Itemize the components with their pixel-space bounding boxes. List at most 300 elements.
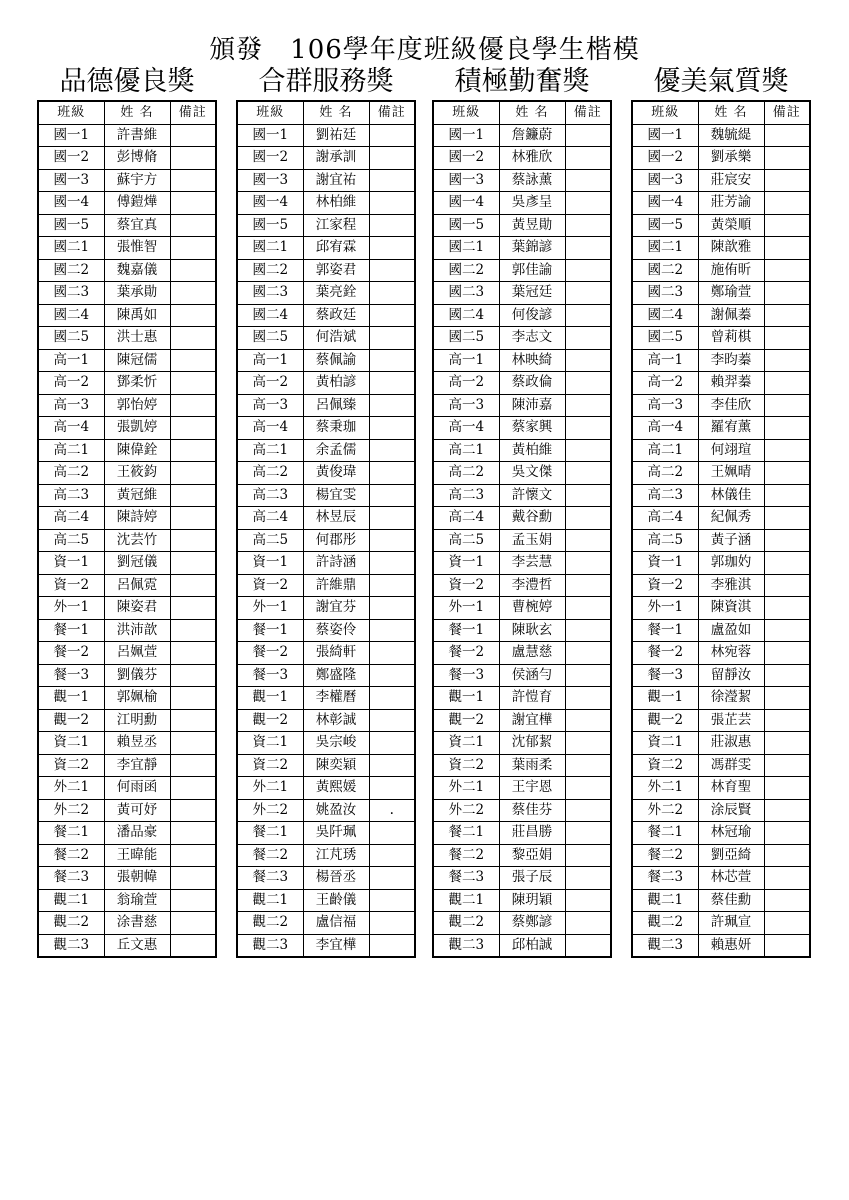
class-cell: 國二1	[237, 237, 303, 260]
class-cell: 外二1	[433, 777, 499, 800]
table-row	[38, 394, 216, 417]
table-row	[38, 169, 216, 192]
table-row	[433, 619, 611, 642]
note-cell	[565, 777, 611, 800]
name-cell: 呂佩霓	[104, 574, 170, 597]
note-cell	[369, 574, 415, 597]
class-cell: 資二1	[632, 732, 698, 755]
class-cell: 餐一3	[237, 664, 303, 687]
name-cell: 黃柏維	[499, 439, 565, 462]
table-row	[632, 597, 810, 620]
note-cell	[170, 867, 216, 890]
table-row	[237, 349, 415, 372]
table-row	[433, 192, 611, 215]
class-cell: 國一3	[237, 169, 303, 192]
note-cell	[764, 169, 810, 192]
class-cell: 國二5	[237, 327, 303, 350]
class-cell: 高二1	[433, 439, 499, 462]
name-cell: 何郡彤	[303, 529, 369, 552]
class-cell: 餐二1	[38, 822, 104, 845]
note-cell	[369, 282, 415, 305]
table-row	[433, 574, 611, 597]
class-cell: 高二5	[38, 529, 104, 552]
class-cell: 資二1	[38, 732, 104, 755]
table-row	[433, 372, 611, 395]
class-cell: 國二5	[632, 327, 698, 350]
class-cell: 觀二3	[237, 934, 303, 957]
name-cell: 陳玥穎	[499, 889, 565, 912]
table-row	[38, 484, 216, 507]
table-row	[237, 394, 415, 417]
class-cell: 資二2	[632, 754, 698, 777]
note-cell	[764, 664, 810, 687]
award-block	[236, 65, 416, 958]
note-cell	[565, 507, 611, 530]
header-note: 備註	[369, 101, 415, 124]
name-cell: 賴昱丞	[104, 732, 170, 755]
table-row	[237, 574, 415, 597]
class-cell: 高二4	[38, 507, 104, 530]
table-row	[632, 214, 810, 237]
header-row	[632, 101, 810, 124]
name-cell: 葉亮銓	[303, 282, 369, 305]
table-row	[433, 934, 611, 957]
class-cell: 高二1	[38, 439, 104, 462]
note-cell	[369, 462, 415, 485]
class-cell: 高二3	[38, 484, 104, 507]
table-row	[237, 754, 415, 777]
table-row	[433, 844, 611, 867]
class-cell: 高一4	[632, 417, 698, 440]
note-cell	[764, 732, 810, 755]
name-cell: 葉雨柔	[499, 754, 565, 777]
table-row	[433, 484, 611, 507]
class-cell: 國二1	[632, 237, 698, 260]
class-cell: 高一1	[237, 349, 303, 372]
name-cell: 潘品豪	[104, 822, 170, 845]
note-cell	[170, 214, 216, 237]
note-cell	[369, 822, 415, 845]
note-cell	[764, 439, 810, 462]
class-cell: 餐一2	[237, 642, 303, 665]
class-cell: 餐二1	[237, 822, 303, 845]
name-cell: 陳詩婷	[104, 507, 170, 530]
note-cell	[764, 484, 810, 507]
name-cell: 謝佩蓁	[698, 304, 764, 327]
class-cell: 高二4	[433, 507, 499, 530]
table-row	[237, 597, 415, 620]
name-cell: 郭怡婷	[104, 394, 170, 417]
name-cell: 姚盈汝	[303, 799, 369, 822]
name-cell: 張綺軒	[303, 642, 369, 665]
note-cell	[764, 349, 810, 372]
class-cell: 高二2	[433, 462, 499, 485]
note-cell	[170, 349, 216, 372]
name-cell: 黃柏諺	[303, 372, 369, 395]
header-name: 姓 名	[104, 101, 170, 124]
note-cell	[369, 777, 415, 800]
table-row	[38, 282, 216, 305]
note-cell	[170, 124, 216, 147]
note-cell	[170, 147, 216, 170]
name-cell: 林昱辰	[303, 507, 369, 530]
class-cell: 國一1	[38, 124, 104, 147]
table-row	[237, 192, 415, 215]
note-cell	[565, 192, 611, 215]
class-cell: 資一2	[237, 574, 303, 597]
name-cell: 楊晉丞	[303, 867, 369, 890]
class-cell: 餐二1	[433, 822, 499, 845]
name-cell: 郭珈妁	[698, 552, 764, 575]
class-cell: 資一1	[632, 552, 698, 575]
class-cell: 觀二1	[632, 889, 698, 912]
note-cell	[369, 259, 415, 282]
table-row	[632, 259, 810, 282]
class-cell: 國二4	[632, 304, 698, 327]
table-row	[632, 574, 810, 597]
note-cell	[369, 484, 415, 507]
note-cell	[764, 214, 810, 237]
note-cell	[565, 417, 611, 440]
name-cell: 彭博脩	[104, 147, 170, 170]
note-cell	[369, 889, 415, 912]
name-cell: 鄭瑜萱	[698, 282, 764, 305]
class-cell: 外二1	[632, 777, 698, 800]
note-cell	[369, 124, 415, 147]
name-cell: 曾莉棋	[698, 327, 764, 350]
class-cell: 高一1	[632, 349, 698, 372]
table-row	[237, 642, 415, 665]
name-cell: 蘇宇方	[104, 169, 170, 192]
table-row	[237, 912, 415, 935]
award-block	[631, 65, 811, 958]
name-cell: 吳彥呈	[499, 192, 565, 215]
name-cell: 蔡佩諭	[303, 349, 369, 372]
name-cell: 蔡佳芬	[499, 799, 565, 822]
note-cell	[170, 709, 216, 732]
note-cell	[170, 777, 216, 800]
name-cell: 丘文惠	[104, 934, 170, 957]
table-row	[632, 664, 810, 687]
header-class: 班級	[38, 101, 104, 124]
header-class: 班級	[433, 101, 499, 124]
table-row	[632, 822, 810, 845]
class-cell: 餐一2	[433, 642, 499, 665]
class-cell: 高一1	[433, 349, 499, 372]
note-cell	[170, 259, 216, 282]
note-cell	[764, 507, 810, 530]
name-cell: 賴羿蓁	[698, 372, 764, 395]
name-cell: 李佳欣	[698, 394, 764, 417]
table-row	[632, 349, 810, 372]
table-row	[433, 439, 611, 462]
name-cell: 蔡詠薰	[499, 169, 565, 192]
class-cell: 高一3	[38, 394, 104, 417]
table-row	[632, 282, 810, 305]
table-row	[237, 777, 415, 800]
note-cell	[565, 214, 611, 237]
table-row	[632, 912, 810, 935]
table-row	[38, 867, 216, 890]
class-cell: 國二3	[632, 282, 698, 305]
table-row	[632, 124, 810, 147]
name-cell: 林雅欣	[499, 147, 565, 170]
note-cell	[565, 822, 611, 845]
class-cell: 高一4	[433, 417, 499, 440]
table-row	[237, 169, 415, 192]
note-cell	[565, 597, 611, 620]
class-cell: 國二4	[433, 304, 499, 327]
class-cell: 資二2	[237, 754, 303, 777]
note-cell	[764, 687, 810, 710]
name-cell: 莊宸安	[698, 169, 764, 192]
award-table	[631, 100, 811, 958]
class-cell: 國一5	[632, 214, 698, 237]
class-cell: 高一2	[237, 372, 303, 395]
name-cell: 王齡儀	[303, 889, 369, 912]
name-cell: 許詩涵	[303, 552, 369, 575]
award-block	[37, 65, 217, 958]
name-cell: 吳阡珮	[303, 822, 369, 845]
class-cell: 國一2	[237, 147, 303, 170]
note-cell	[565, 934, 611, 957]
name-cell: 王筱鈞	[104, 462, 170, 485]
table-row	[433, 214, 611, 237]
table-row	[433, 597, 611, 620]
note-cell	[170, 439, 216, 462]
table-row	[433, 664, 611, 687]
class-cell: 外二1	[38, 777, 104, 800]
table-row	[38, 822, 216, 845]
name-cell: 江家程	[303, 214, 369, 237]
class-cell: 觀一1	[433, 687, 499, 710]
note-cell	[565, 529, 611, 552]
table-row	[38, 304, 216, 327]
table-row	[632, 484, 810, 507]
table-row	[237, 147, 415, 170]
table-row	[38, 934, 216, 957]
table-row	[237, 844, 415, 867]
note-cell	[764, 912, 810, 935]
class-cell: 國二3	[38, 282, 104, 305]
class-cell: 國二2	[433, 259, 499, 282]
note-cell	[369, 732, 415, 755]
class-cell: 餐一2	[38, 642, 104, 665]
note-cell	[565, 889, 611, 912]
note-cell	[764, 147, 810, 170]
table-row	[433, 867, 611, 890]
name-cell: 李昀蓁	[698, 349, 764, 372]
table-row	[632, 754, 810, 777]
note-cell	[369, 439, 415, 462]
table-row	[433, 169, 611, 192]
name-cell: 沈芸竹	[104, 529, 170, 552]
name-cell: 涂辰賢	[698, 799, 764, 822]
name-cell: 葉錦諺	[499, 237, 565, 260]
note-cell	[369, 687, 415, 710]
note-cell	[369, 169, 415, 192]
note-cell	[369, 372, 415, 395]
table-row	[433, 507, 611, 530]
note-cell	[565, 619, 611, 642]
table-row	[632, 552, 810, 575]
note-cell	[565, 282, 611, 305]
table-row	[38, 889, 216, 912]
name-cell: 何雨函	[104, 777, 170, 800]
name-cell: 莊芳諭	[698, 192, 764, 215]
class-cell: 國一4	[38, 192, 104, 215]
class-cell: 觀一2	[632, 709, 698, 732]
table-row	[632, 529, 810, 552]
name-cell: 謝承訓	[303, 147, 369, 170]
table-row	[237, 237, 415, 260]
note-cell	[565, 327, 611, 350]
table-row	[632, 192, 810, 215]
note-cell	[170, 169, 216, 192]
note-cell	[170, 192, 216, 215]
note-cell	[764, 259, 810, 282]
table-row	[237, 552, 415, 575]
header-name: 姓 名	[499, 101, 565, 124]
name-cell: 黃子涵	[698, 529, 764, 552]
table-row	[237, 934, 415, 957]
name-cell: 王姵晴	[698, 462, 764, 485]
header-name: 姓 名	[303, 101, 369, 124]
note-cell	[369, 642, 415, 665]
note-cell	[369, 912, 415, 935]
class-cell: 國一2	[632, 147, 698, 170]
table-row	[433, 732, 611, 755]
table-row	[38, 349, 216, 372]
name-cell: 郭姵榆	[104, 687, 170, 710]
class-cell: 高二3	[237, 484, 303, 507]
class-cell: 高一3	[433, 394, 499, 417]
name-cell: 留靜汝	[698, 664, 764, 687]
class-cell: 高二2	[38, 462, 104, 485]
note-cell	[565, 732, 611, 755]
note-cell	[369, 552, 415, 575]
name-cell: 謝宜祐	[303, 169, 369, 192]
table-row	[38, 619, 216, 642]
note-cell	[764, 619, 810, 642]
table-row	[433, 889, 611, 912]
name-cell: 賴惠妍	[698, 934, 764, 957]
name-cell: 吳文傑	[499, 462, 565, 485]
table-row	[38, 237, 216, 260]
table-row	[632, 237, 810, 260]
name-cell: 林彰誠	[303, 709, 369, 732]
table-row	[237, 889, 415, 912]
name-cell: 孟玉娟	[499, 529, 565, 552]
table-row	[632, 867, 810, 890]
class-cell: 餐二3	[632, 867, 698, 890]
name-cell: 蔡佳勳	[698, 889, 764, 912]
class-cell: 觀一2	[237, 709, 303, 732]
note-cell	[170, 237, 216, 260]
class-cell: 觀一1	[237, 687, 303, 710]
class-cell: 國一4	[433, 192, 499, 215]
name-cell: 江芃琇	[303, 844, 369, 867]
table-row	[433, 552, 611, 575]
note-cell	[565, 484, 611, 507]
name-cell: 王宇恩	[499, 777, 565, 800]
class-cell: 外二2	[433, 799, 499, 822]
table-row	[632, 934, 810, 957]
table-row	[632, 417, 810, 440]
award-title: 品德優良獎	[59, 66, 195, 97]
class-cell: 國一2	[433, 147, 499, 170]
class-cell: 資二1	[433, 732, 499, 755]
class-cell: 觀二1	[237, 889, 303, 912]
note-cell	[369, 304, 415, 327]
award-title: 優美氣質獎	[653, 66, 789, 97]
name-cell: 林映綺	[499, 349, 565, 372]
note-cell	[565, 552, 611, 575]
name-cell: 翁瑜萱	[104, 889, 170, 912]
name-cell: 羅宥薰	[698, 417, 764, 440]
note-cell	[170, 372, 216, 395]
class-cell: 觀一2	[433, 709, 499, 732]
note-cell	[764, 597, 810, 620]
table-row	[632, 844, 810, 867]
name-cell: 蔡鄭諺	[499, 912, 565, 935]
note-cell	[565, 912, 611, 935]
note-cell	[170, 754, 216, 777]
name-cell: 李志文	[499, 327, 565, 350]
name-cell: 黃熙媛	[303, 777, 369, 800]
class-cell: 餐二3	[38, 867, 104, 890]
name-cell: 何翊瑄	[698, 439, 764, 462]
table-row	[433, 822, 611, 845]
class-cell: 高二5	[433, 529, 499, 552]
table-row	[237, 259, 415, 282]
note-cell	[369, 192, 415, 215]
note-cell	[764, 304, 810, 327]
table-row	[632, 372, 810, 395]
note-cell	[565, 642, 611, 665]
note-cell	[764, 327, 810, 350]
note-cell	[369, 867, 415, 890]
class-cell: 餐一1	[237, 619, 303, 642]
class-cell: 高一2	[632, 372, 698, 395]
note-cell	[170, 394, 216, 417]
name-cell: 傅鎧燁	[104, 192, 170, 215]
note-cell	[764, 844, 810, 867]
note-cell	[170, 934, 216, 957]
table-row	[38, 417, 216, 440]
class-cell: 資二2	[38, 754, 104, 777]
class-cell: 國一1	[632, 124, 698, 147]
class-cell: 餐二2	[38, 844, 104, 867]
table-row	[433, 754, 611, 777]
name-cell: 許書維	[104, 124, 170, 147]
note-cell	[369, 417, 415, 440]
table-row	[433, 124, 611, 147]
note-cell	[369, 147, 415, 170]
name-cell: 馮群雯	[698, 754, 764, 777]
class-cell: 國二5	[433, 327, 499, 350]
note-cell	[170, 664, 216, 687]
table-row	[433, 912, 611, 935]
name-cell: 沈郁絜	[499, 732, 565, 755]
note-cell	[369, 394, 415, 417]
class-cell: 餐一2	[632, 642, 698, 665]
class-cell: 餐一3	[38, 664, 104, 687]
name-cell: 曹椀婷	[499, 597, 565, 620]
note-cell	[170, 799, 216, 822]
class-cell: 高二2	[632, 462, 698, 485]
name-cell: 張朝幃	[104, 867, 170, 890]
